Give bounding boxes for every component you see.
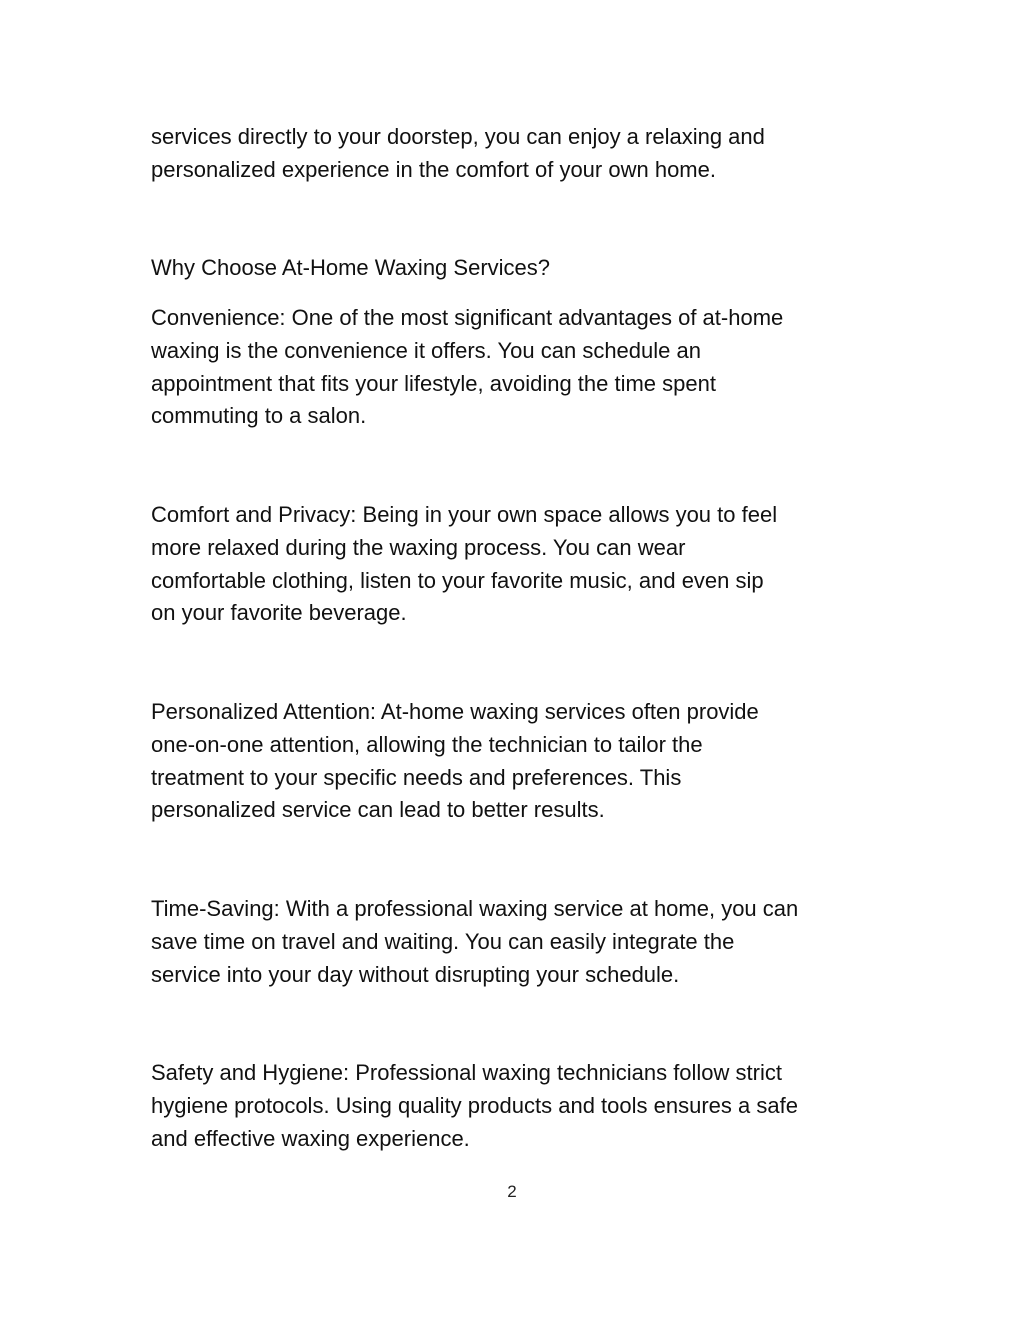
text-line: Personalized Attention: At-home waxing services often provide bbox=[151, 699, 759, 724]
text-line: services directly to your doorstep, you can enjoy a relaxing and bbox=[151, 124, 765, 149]
text-line: Comfort and Privacy: Being in your own space allows you to feel bbox=[151, 502, 778, 527]
text-line: on your favorite beverage. bbox=[151, 600, 407, 626]
safety-hygiene-paragraph bbox=[151, 1057, 881, 1155]
text-line: one-on-one attention, allowing the technician to tailor the bbox=[151, 731, 703, 757]
heading-line: Why Choose At-Home Waxing Services? bbox=[151, 255, 550, 280]
text-line: Convenience: One of the most significant advantages of at-home bbox=[151, 305, 784, 330]
text-line: appointment that fits your lifestyle, avoiding the time spent bbox=[151, 370, 716, 396]
text-line: treatment to your specific needs and preferences. This bbox=[151, 764, 682, 790]
text-line: Safety and Hygiene: Professional waxing technicians follow strict bbox=[151, 1060, 782, 1085]
text-line: waxing is the convenience it offers. You can schedule an bbox=[151, 337, 701, 363]
text-line: hygiene protocols. Using quality products and tools ensures a safe bbox=[151, 1092, 798, 1118]
comfort-privacy-paragraph bbox=[151, 499, 881, 630]
text-line: personalized experience in the comfort of your own home. bbox=[151, 156, 716, 182]
text-line: comfortable clothing, listen to your favorite music, and even sip bbox=[151, 567, 764, 593]
intro-paragraph bbox=[151, 121, 881, 187]
time-saving-paragraph bbox=[151, 893, 881, 991]
personalized-attention-paragraph bbox=[151, 696, 881, 827]
text-line: personalized service can lead to better results. bbox=[151, 797, 605, 823]
text-line: Time-Saving: With a professional waxing service at home, you can bbox=[151, 896, 799, 921]
convenience-paragraph bbox=[151, 302, 881, 433]
text-line: service into your day without disrupting your schedule. bbox=[151, 961, 680, 987]
text-line: more relaxed during the waxing process. You can wear bbox=[151, 534, 686, 560]
text-line: save time on travel and waiting. You can easily integrate the bbox=[151, 928, 735, 954]
section-heading bbox=[151, 252, 881, 285]
text-line: commuting to a salon. bbox=[151, 403, 367, 429]
page-number: 2 bbox=[507, 1182, 517, 1201]
text-line: and effective waxing experience. bbox=[151, 1125, 470, 1151]
